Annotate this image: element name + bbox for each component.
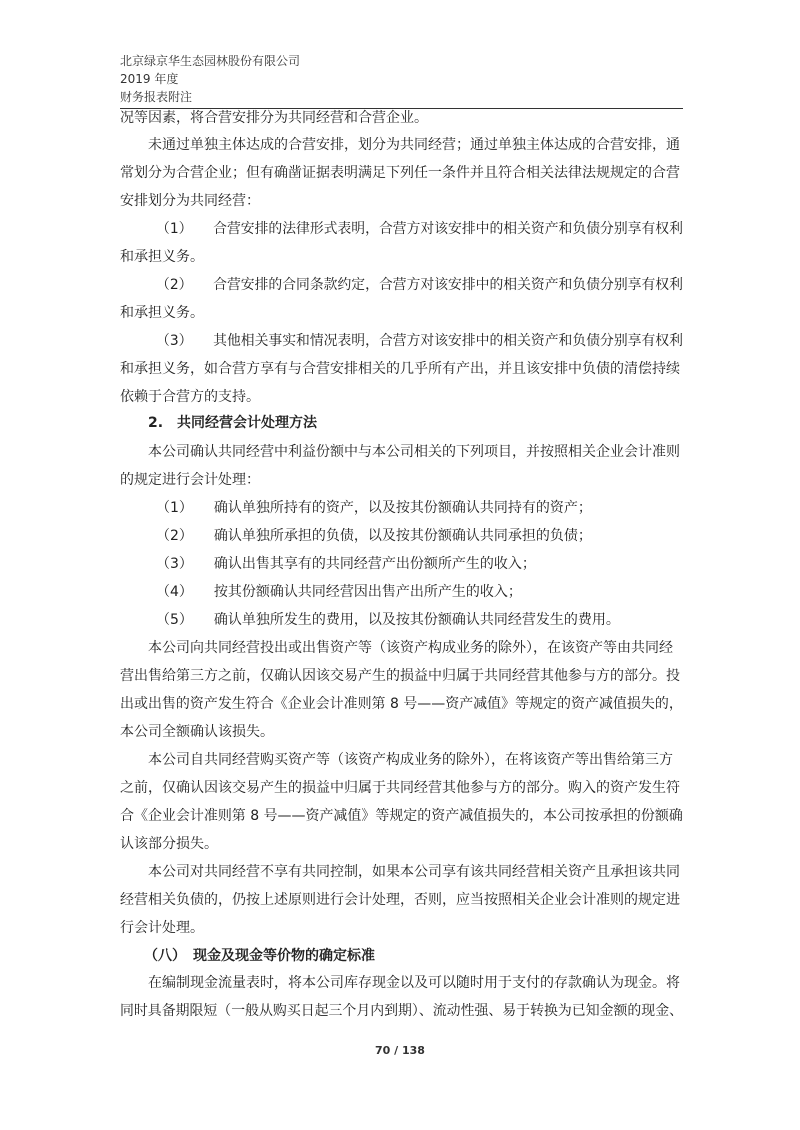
paragraph-start: 在编制现金流量表时，将本公司库存现金以及可以随时用于支付的存款确认为现金。将 [148, 975, 680, 991]
list-item: （2） 合营安排的合同条款约定，合营方对该安排中的相关资产和负债分别享有权利 [156, 277, 683, 293]
text-line: 营出售给第三方之前，仅确认因该交易产生的损益中归属于共同经营其他参与方的部分。投 [120, 668, 680, 684]
text-line: 和承担义务。 [120, 305, 204, 321]
text-line: 和承担义务，如合营方享有与合营安排相关的几乎所有产出，并且该安排中负债的清偿持续 [120, 361, 680, 377]
list-item: （2） 确认单独所承担的负债，以及按其份额确认共同承担的负债； [156, 528, 592, 544]
paragraph-start: 未通过单独主体达成的合营安排，划分为共同经营；通过单独主体达成的合营安排，通 [148, 137, 680, 153]
text-line: 合《企业会计准则第 8 号——资产减值》等规定的资产减值损失的，本公司按承担的份额确 [120, 808, 683, 824]
list-item: （3） 其他相关事实和情况表明，合营方对该安排中的相关资产和负债分别享有权利 [156, 333, 683, 349]
paragraph-start: 本公司确认共同经营中利益份额中与本公司相关的下列项目，并按照相关企业会计准则 [148, 444, 680, 460]
paragraph-start: 本公司向共同经营投出或出售资产等（该资产构成业务的除外），在该资产等由共同经 [148, 640, 673, 656]
section-heading: 2. 共同经营会计处理方法 [148, 415, 318, 431]
text-line: 出或出售的资产发生符合《企业会计准则第 8 号——资产减值》等规定的资产减值损失的， [120, 696, 683, 712]
text-line: 本公司全额确认该损失。 [120, 724, 274, 740]
company-name: 北京绿京华生态园林股份有限公司 [120, 54, 301, 68]
paragraph-start: 本公司自共同经营购买资产等（该资产构成业务的除外），在将该资产等出售给第三方 [148, 752, 673, 768]
list-item: （4） 按其份额确认共同经营因出售产出所产生的收入； [156, 584, 522, 600]
page-header [120, 52, 300, 106]
text-line: 常划分为合营企业；但有确凿证据表明满足下列任一条件并且符合相关法律法规规定的合营 [120, 165, 680, 181]
text-line: 同时具备期限短（一般从购买日起三个月内到期）、流动性强、易于转换为已知金额的现金、 [120, 1003, 683, 1019]
text-line: 的规定进行会计处理： [120, 472, 260, 488]
list-item: （3） 确认出售其享有的共同经营产出份额所产生的收入； [156, 556, 536, 572]
text-line: 之前，仅确认因该交易产生的损益中归属于共同经营其他参与方的部分。购入的资产发生符 [120, 780, 680, 796]
text-line: 况等因素，将合营安排分为共同经营和合营企业。 [120, 110, 428, 126]
text-line: 行会计处理。 [120, 920, 204, 936]
report-year: 2019 年度 [120, 72, 179, 86]
page-number: 70 / 138 [375, 1044, 425, 1057]
document-title: 财务报表附注 [120, 90, 193, 104]
paragraph-start: 本公司对共同经营不享有共同控制，如果本公司享有该共同经营相关资产且承担该共同 [148, 864, 680, 880]
text-line: 安排划分为共同经营： [120, 193, 260, 209]
section-heading: （八） 现金及现金等价物的确定标准 [144, 948, 375, 964]
list-item: （1） 合营安排的法律形式表明，合营方对该安排中的相关资产和负债分别享有权利 [156, 221, 683, 237]
text-line: 和承担义务。 [120, 249, 204, 265]
text-line: 依赖于合营方的支持。 [120, 389, 260, 405]
text-line: 认该部分损失。 [120, 836, 218, 852]
text-line: 经营相关负债的，仍按上述原则进行会计处理，否则，应当按照相关企业会计准则的规定进 [120, 892, 680, 908]
list-item: （1） 确认单独所持有的资产，以及按其份额确认共同持有的资产； [156, 500, 592, 516]
list-item: （5） 确认单独所发生的费用，以及按其份额确认共同经营发生的费用。 [156, 612, 620, 628]
